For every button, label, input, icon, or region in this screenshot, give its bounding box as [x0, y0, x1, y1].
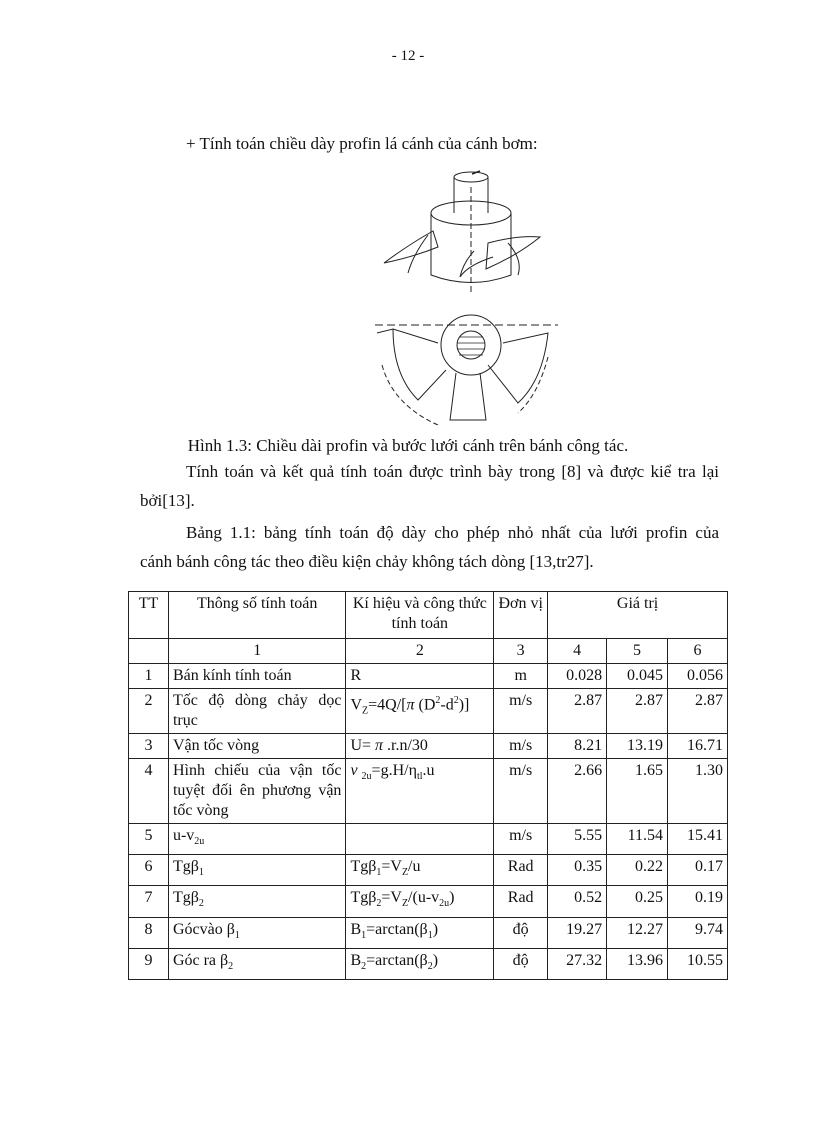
row-param: Bán kính tính toán — [168, 664, 346, 689]
row-formula: U= π .r.n/30 — [346, 734, 494, 759]
row-value-6: 0.17 — [668, 855, 728, 886]
col-number: 6 — [668, 639, 728, 664]
row-formula: $Tg\beta_2=V_Z/(u-v_{2u})$ — [346, 886, 494, 917]
row-unit: m/s — [494, 689, 548, 734]
row-formula: $Tg\beta_1=V_Z/u$ — [346, 855, 494, 886]
header-tt: TT — [129, 592, 169, 639]
row-value-4: 2.87 — [548, 689, 607, 734]
header-formula: Kí hiệu và công thức tính toán — [346, 592, 494, 639]
table-header-row — [129, 592, 728, 639]
row-value-6: 0.056 — [668, 664, 728, 689]
row-value-6: 1.30 — [668, 759, 728, 824]
intro-line: + Tính toán chiều dày profin lá cánh của cánh bơm: — [186, 134, 538, 153]
row-formula: $V_Z=4Q/[\pi$ $(D^2-d^2)$] — [346, 689, 494, 734]
row-tt: 3 — [129, 734, 169, 759]
row-value-4: 0.52 — [548, 886, 607, 917]
row-tt: 4 — [129, 759, 169, 824]
col-number: 3 — [494, 639, 548, 664]
row-param: Tốc độ dòng chảy dọc trục — [168, 689, 346, 734]
impeller-figure — [368, 165, 558, 425]
row-value-6: 2.87 — [668, 689, 728, 734]
column-number-row — [129, 639, 728, 664]
table-row — [129, 948, 728, 979]
row-value-5: 2.87 — [607, 689, 668, 734]
row-tt: 7 — [129, 886, 169, 917]
paragraph-1-line-1: Tính toán và kết quả tính toán được trình bày trong [8] và được kiể tra lại — [186, 462, 719, 481]
figure-caption: Hình 1.3: Chiều dài profin và bước lưới cánh trên bánh công tác. — [187, 436, 629, 455]
header-unit: Đơn vị — [494, 592, 548, 639]
row-value-4: 0.028 — [548, 664, 607, 689]
row-formula — [346, 824, 494, 855]
col-number: 5 — [607, 639, 668, 664]
table-row — [129, 886, 728, 917]
row-formula: ν $_{2u}=g.H/\eta_{tl}.u$ — [346, 759, 494, 824]
row-tt: 6 — [129, 855, 169, 886]
table-row — [129, 734, 728, 759]
row-value-6: 9.74 — [668, 917, 728, 948]
page-number: - 12 - — [391, 48, 425, 64]
row-unit: Rad — [494, 886, 548, 917]
row-param: Tgβ$_1$ — [168, 855, 346, 886]
table-row — [129, 855, 728, 886]
header-param: Thông số tính toán — [168, 592, 346, 639]
row-value-5: 13.19 — [607, 734, 668, 759]
row-value-5: 0.045 — [607, 664, 668, 689]
row-tt: 2 — [129, 689, 169, 734]
col-number: 2 — [346, 639, 494, 664]
row-value-4: 8.21 — [548, 734, 607, 759]
row-formula: $B_1=\arctan(\beta_1)$ — [346, 917, 494, 948]
col-number: 1 — [168, 639, 346, 664]
table-row — [129, 759, 728, 824]
paragraph-1-line-2: bởi[13]. — [140, 491, 195, 510]
table-row — [129, 664, 728, 689]
row-formula: $B_2=\arctan(\beta_2)$ — [346, 948, 494, 979]
row-value-6: 15.41 — [668, 824, 728, 855]
row-param: Gócvào $\beta_1$ — [168, 917, 346, 948]
row-value-6: 16.71 — [668, 734, 728, 759]
row-tt: 1 — [129, 664, 169, 689]
header-value: Giá trị — [548, 592, 728, 639]
row-tt: 5 — [129, 824, 169, 855]
row-value-5: 1.65 — [607, 759, 668, 824]
row-param: $u-v_{2u}$ — [168, 824, 346, 855]
row-unit: m/s — [494, 734, 548, 759]
row-unit: độ — [494, 948, 548, 979]
row-value-6: 10.55 — [668, 948, 728, 979]
row-param: Hình chiếu của vận tốc tuyệt đối ên phương vận tốc vòng — [168, 759, 346, 824]
row-value-5: 0.22 — [607, 855, 668, 886]
row-value-4: 19.27 — [548, 917, 607, 948]
row-unit: m/s — [494, 824, 548, 855]
row-value-5: 11.54 — [607, 824, 668, 855]
table-row — [129, 689, 728, 734]
row-value-4: 27.32 — [548, 948, 607, 979]
col-number: 4 — [548, 639, 607, 664]
table-row — [129, 917, 728, 948]
row-unit: độ — [494, 917, 548, 948]
table-row — [129, 824, 728, 855]
row-formula: R — [346, 664, 494, 689]
row-value-4: 5.55 — [548, 824, 607, 855]
row-tt: 9 — [129, 948, 169, 979]
row-unit: m — [494, 664, 548, 689]
row-value-5: 13.96 — [607, 948, 668, 979]
row-tt: 8 — [129, 917, 169, 948]
paragraph-2-line-2: cánh bánh công tác theo điều kiện chảy không tách dòng [13,tr27]. — [140, 552, 594, 571]
row-value-5: 0.25 — [607, 886, 668, 917]
row-value-6: 0.19 — [668, 886, 728, 917]
calculation-table — [128, 591, 728, 980]
paragraph-2-line-1: Bảng 1.1: bảng tính toán độ dày cho phép nhỏ nhất của lưới profin của — [186, 523, 719, 542]
row-value-5: 12.27 — [607, 917, 668, 948]
row-value-4: 2.66 — [548, 759, 607, 824]
row-unit: m/s — [494, 759, 548, 824]
row-param: Góc ra $\beta_2$ — [168, 948, 346, 979]
row-unit: Rad — [494, 855, 548, 886]
row-param: Tgβ$_2$ — [168, 886, 346, 917]
row-value-4: 0.35 — [548, 855, 607, 886]
row-param: Vận tốc vòng — [168, 734, 346, 759]
